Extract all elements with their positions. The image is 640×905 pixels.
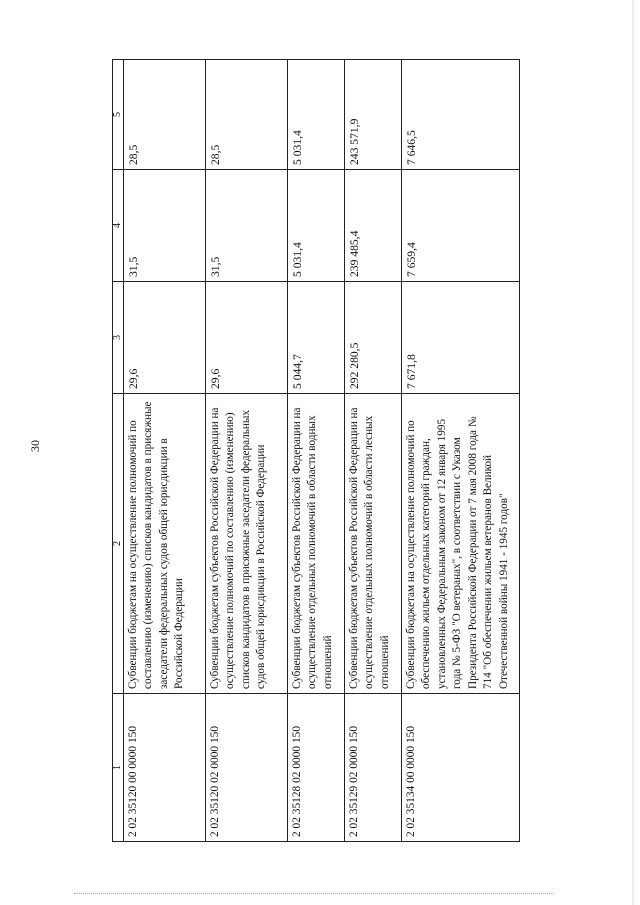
header-row bbox=[113, 60, 124, 842]
page-number: 30 bbox=[28, 440, 42, 452]
budget-table bbox=[112, 59, 520, 842]
value-cell: 7 646,5 bbox=[402, 60, 520, 170]
description-cell: Субвенции бюджетам на осуществление полномочий по обеспечению жильем отдельных категорий граждан, установленных Федеральным законом от 12 января 1995 года № 5-ФЗ "О ветеранах", в соответствии с Указом Президента Российской Федерации от 7 мая 2008 года № 714 "Об обеспечении жильем ветеранов Великой Отечественной войны 1941 - 1945 годов" bbox=[402, 394, 520, 694]
budget-code-cell: 2 02 35134 00 0000 150 bbox=[402, 694, 520, 842]
scan-footer-line bbox=[74, 893, 554, 894]
value-cell: 7 671,8 bbox=[402, 282, 520, 394]
table-row bbox=[206, 60, 288, 842]
value-cell: 292 280,5 bbox=[345, 282, 402, 394]
budget-code-cell: 2 02 35128 02 0000 150 bbox=[288, 694, 345, 842]
budget-code-cell: 2 02 35120 00 0000 150 bbox=[124, 694, 206, 842]
value-cell: 5 031,4 bbox=[288, 60, 345, 170]
value-cell: 31,5 bbox=[124, 170, 206, 282]
value-cell: 5 044,7 bbox=[288, 282, 345, 394]
column-header: 3 bbox=[113, 282, 124, 394]
table-row bbox=[288, 60, 345, 842]
value-cell: 29,6 bbox=[206, 282, 288, 394]
column-header: 1 bbox=[113, 694, 124, 842]
column-header: 5 bbox=[113, 60, 124, 170]
value-cell: 7 659,4 bbox=[402, 170, 520, 282]
value-cell: 239 485,4 bbox=[345, 170, 402, 282]
budget-code-cell: 2 02 35120 02 0000 150 bbox=[206, 694, 288, 842]
value-cell: 29,6 bbox=[124, 282, 206, 394]
table-row bbox=[124, 60, 206, 842]
description-cell: Субвенции бюджетам на осуществление полномочий по составлению (изменению) списков кандидатов в присяжные заседатели федеральных судов общей юрисдикции в Российской Федерации bbox=[124, 394, 206, 694]
value-cell: 31,5 bbox=[206, 170, 288, 282]
value-cell: 243 571,9 bbox=[345, 60, 402, 170]
column-header: 4 bbox=[113, 170, 124, 282]
column-header: 2 bbox=[113, 394, 124, 694]
table-row bbox=[345, 60, 402, 842]
description-cell: Субвенции бюджетам субъектов Российской Федерации на осуществление отдельных полномочий в области лесных отношений bbox=[345, 394, 402, 694]
description-cell: Субвенции бюджетам субъектов Российской Федерации на осуществление полномочий по составлению (изменению) списков кандидатов в присяжные заседатели федеральных судов общей юрисдикции в Российской Федерации bbox=[206, 394, 288, 694]
value-cell: 5 031,4 bbox=[288, 170, 345, 282]
scan-edge bbox=[632, 0, 634, 905]
table-row bbox=[402, 60, 520, 842]
value-cell: 28,5 bbox=[124, 60, 206, 170]
value-cell: 28,5 bbox=[206, 60, 288, 170]
rotated-page-content bbox=[112, 60, 520, 842]
budget-code-cell: 2 02 35129 02 0000 150 bbox=[345, 694, 402, 842]
description-cell: Субвенции бюджетам субъектов Российской Федерации на осуществление отдельных полномочий в области водных отношений bbox=[288, 394, 345, 694]
